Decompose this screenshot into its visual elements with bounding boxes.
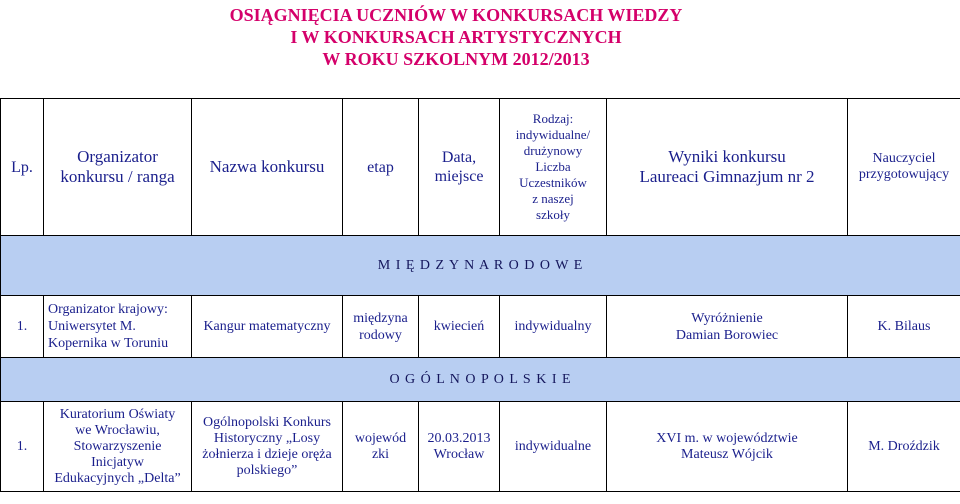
section-international-label: M I Ę D Z Y N A R O D O W E xyxy=(1,236,960,296)
table-header-row xyxy=(1,99,960,236)
section-national-row xyxy=(1,358,960,402)
cell-date: kwiecień xyxy=(419,296,500,358)
cell-lp: 1. xyxy=(1,296,44,358)
cell-lp: 1. xyxy=(1,402,44,492)
header-results: Wyniki konkursu Laureaci Gimnazjum nr 2 xyxy=(607,99,848,236)
cell-result: XVI m. w województwie Mateusz Wójcik xyxy=(607,402,848,492)
cell-type: indywidualne xyxy=(500,402,607,492)
cell-teacher: K. Bilaus xyxy=(848,296,960,358)
cell-type: indywidualny xyxy=(500,296,607,358)
cell-organizer: Kuratorium Oświaty we Wrocławiu, Stowarzyszenie Inicjatyw Edukacyjnych „Delta” xyxy=(44,402,192,492)
cell-teacher: M. Droździk xyxy=(848,402,960,492)
cell-result: Wyróżnienie Damian Borowiec xyxy=(607,296,848,358)
title-line-1: OSIĄGNIĘCIA UCZNIÓW W KONKURSACH WIEDZY xyxy=(229,5,683,25)
table-row xyxy=(1,296,960,358)
header-contest-name: Nazwa konkursu xyxy=(192,99,343,236)
cell-stage: międzyna rodowy xyxy=(343,296,419,358)
header-organizer: Organizator konkursu / ranga xyxy=(44,99,192,236)
header-date: Data, miejsce xyxy=(419,99,500,236)
cell-contest: Kangur matematyczny xyxy=(192,296,343,358)
title-line-2: I W KONKURSACH ARTYSTYCZNYCH xyxy=(290,27,622,47)
header-lp: Lp. xyxy=(1,99,44,236)
section-international-row xyxy=(1,236,960,296)
cell-stage: wojewód zki xyxy=(343,402,419,492)
cell-contest: Ogólnopolski Konkurs Historyczny „Losy żołnierza i dzieje oręża polskiego” xyxy=(192,402,343,492)
cell-date: 20.03.2013 Wrocław xyxy=(419,402,500,492)
section-national-label: O G Ó L N O P O L S K I E xyxy=(1,358,960,402)
cell-organizer: Organizator krajowy: Uniwersytet M. Kopernika w Toruniu xyxy=(44,296,192,358)
title-line-3: W ROKU SZKOLNYM 2012/2013 xyxy=(322,49,590,69)
header-stage: etap xyxy=(343,99,419,236)
table-row xyxy=(1,402,960,492)
header-teacher: Nauczyciel przygotowujący xyxy=(848,99,960,236)
header-type: Rodzaj: indywidualne/ drużynowy Liczba Uczestników z naszej szkoły xyxy=(500,99,607,236)
achievements-table xyxy=(0,98,960,492)
page-title xyxy=(0,4,912,70)
